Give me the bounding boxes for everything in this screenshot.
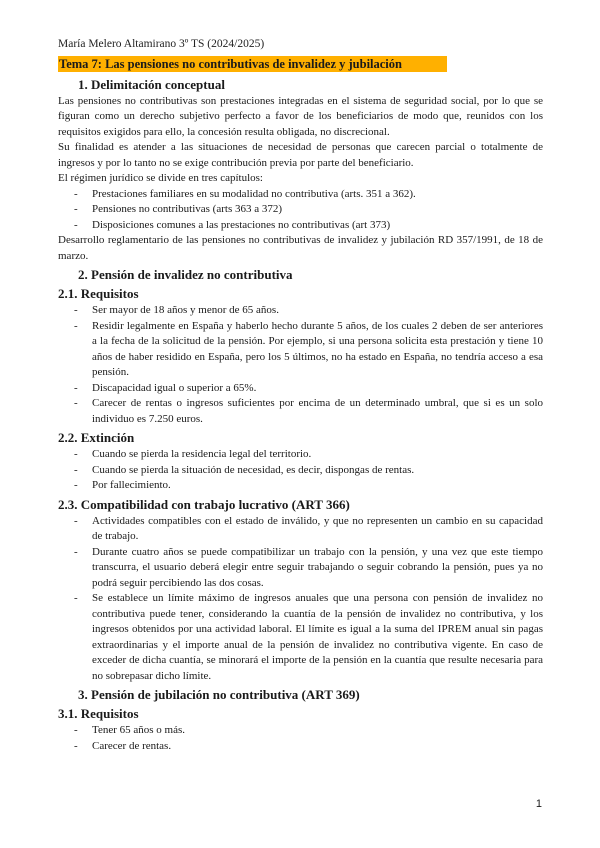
list-item: - Actividades compatibles con el estado de inválido, y que no representen un cambio en su capacidad de trabajo. — [58, 514, 543, 545]
list-item: - Por fallecimiento. — [58, 478, 543, 494]
regime-list — [58, 187, 543, 234]
list-item: - Durante cuatro años se puede compatibilizar un trabajo con la pensión, y una vez que este tiempo transcurra, el usuario deberá elegir entre seguir trabajando o seguir cobrando la pensión, pues ya no podrá seguir percibiendo las dos cosas. — [58, 545, 543, 592]
list-item: - Tener 65 años o más. — [58, 723, 543, 739]
list-item: - Pensiones no contributivas (arts 363 a 372) — [58, 202, 543, 218]
document-title: Tema 7: Las pensiones no contributivas de invalidez y jubilación — [58, 56, 447, 72]
paragraph-4: Desarrollo reglamentario de las pensiones no contributivas de invalidez y jubilación RD 357/1991, de 18 de marzo. — [58, 234, 543, 262]
subsection-heading-2-2: 2.2. Extinción — [58, 430, 135, 445]
extinction-list — [58, 447, 543, 494]
compatibility-list — [58, 514, 543, 685]
subsection-heading-3-1: 3.1. Requisitos — [58, 706, 139, 721]
list-item: - Cuando se pierda la residencia legal del territorio. — [58, 447, 543, 463]
subsection-heading-2-3: 2.3. Compatibilidad con trabajo lucrativo (ART 366) — [58, 496, 350, 512]
section-heading-3: 3. Pensión de jubilación no contributiva (ART 369) — [78, 687, 360, 702]
section-heading-2: 2. Pensión de invalidez no contributiva — [78, 267, 293, 282]
document-body — [58, 56, 543, 754]
paragraph-2: Su finalidad es atender a las situaciones de necesidad de personas que carecen parcial o totalmente de ingresos y por lo tanto no se exige contribución previa por parte del beneficiario. — [58, 141, 543, 169]
paragraph-1: Las pensiones no contributivas son prestaciones integradas en el sistema de seguridad social, por lo que se figuran como un derecho subjetivo perfecto a favor de los beneficiarios de modo que, reunidos con los requisitos exigidos para ello, la concesión resulta obligada, no discrecional. — [58, 94, 543, 138]
list-item: - Prestaciones familiares en su modalidad no contributiva (arts. 351 a 362). — [58, 187, 543, 203]
list-item: - Residir legalmente en España y haberlo hecho durante 5 años, de los cuales 2 deben de ser anteriores a la fecha de la solicitud de la pensión. Por ejemplo, si una persona solicita esta prestación y tiene 10 años de haber residido en España, pero los 5 últimos, no ha estado en España, no tendría acceso a esa pensión. — [58, 319, 543, 381]
requirements-list — [58, 303, 543, 427]
page-header: María Melero Altamirano 3º TS (2024/2025) — [58, 38, 265, 50]
list-item: - Ser mayor de 18 años y menor de 65 años. — [58, 303, 543, 319]
list-item: - Cuando se pierda la situación de necesidad, es decir, dispongas de rentas. — [58, 463, 543, 479]
list-item: - Carecer de rentas. — [58, 739, 543, 755]
paragraph-3: El régimen jurídico se divide en tres capítulos: — [58, 172, 263, 184]
list-item: - Se establece un límite máximo de ingresos anuales que una persona con pensión de invalidez no contributiva puede tener, considerando la cuantía de la pensión de invalidez no contributiva, y los ingresos obtenidos por una actividad laboral. El límite es igual a la suma del IPREM anual sin pagas extraordinarias y el importe anual de la pensión de invalidez no contributiva vigente. En caso de exceder de dicha cuantía, se minorará el importe de la pensión en la cuantía que resulte necesaria para no sobrepasar dicho límite. — [58, 591, 543, 684]
subsection-heading-2-1: 2.1. Requisitos — [58, 286, 139, 301]
page-number: 1 — [535, 798, 542, 810]
retirement-requirements-list — [58, 723, 543, 754]
section-heading-1: 1. Delimitación conceptual — [78, 76, 225, 92]
list-item: - Discapacidad igual o superior a 65%. — [58, 381, 543, 397]
list-item: - Carecer de rentas o ingresos suficientes por encima de un determinado umbral, que si es un solo individuo es 7.250 euros. — [58, 396, 543, 427]
list-item: - Disposiciones comunes a las prestaciones no contributivas (art 373) — [58, 218, 543, 234]
